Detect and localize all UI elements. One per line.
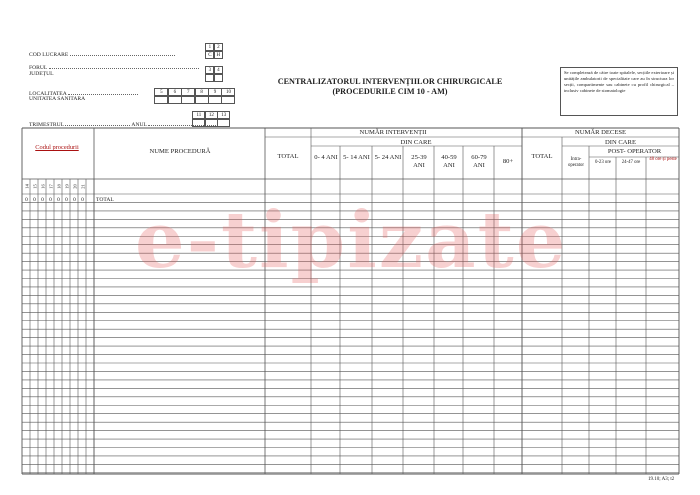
code-digit-number: 21	[80, 184, 86, 189]
zero-cell: 0	[57, 197, 60, 203]
post-col-header: 0-23 ore	[594, 160, 612, 165]
intra-operator-header: Intra-operator	[568, 157, 584, 168]
code-digit-number: 19	[64, 184, 70, 189]
numar-interventii-header: NUMĂR INTERVENȚII	[359, 129, 427, 136]
watermark: e-tipizate	[135, 195, 568, 286]
forul-label: FORUL	[29, 63, 199, 71]
age-col-header: 0- 4 ANI	[314, 154, 338, 161]
age-col-header: 5- 14 ANI	[343, 154, 370, 161]
post-col-header: 48 ore și peste	[649, 157, 677, 162]
din-care-decese-header: DIN CARE	[605, 139, 636, 146]
age-col-header: 80+	[502, 158, 514, 165]
zero-cell: 0	[49, 197, 52, 203]
age-col-header: 40-59 ANI	[441, 154, 457, 169]
box: 13	[217, 111, 230, 119]
box: 9	[208, 88, 222, 96]
box: 5	[154, 88, 168, 96]
total-interventii-header: TOTAL	[277, 153, 299, 160]
box: 4	[214, 66, 223, 74]
code-digit-number: 17	[48, 184, 54, 189]
trimestrul-label: TRIMESTRUL ANUL	[29, 120, 218, 128]
form-code-footer: 19.10; A3; t2	[648, 477, 675, 482]
instruction-note: Se completează de către toate spitalele, secțiile exterioare și unitățile ambulatorii de specialitate care au în structura lor secții, compartimente sau cabinete cu profil chirurgical – inclusiv cabinete de stomatologie	[560, 67, 678, 116]
nume-procedura-header: NUME PROCEDURĂ	[149, 148, 211, 155]
localitatea-label: LOCALITATEA	[29, 89, 138, 97]
codul-procedurii-header: Codul procedurii	[35, 144, 79, 151]
code-digit-number: 18	[56, 184, 62, 189]
code-digit-number: 20	[72, 184, 78, 189]
din-care-header: DIN CARE	[400, 139, 432, 146]
cod-lucrare-label: COD LUCRARE	[29, 50, 175, 58]
box: 6	[168, 88, 182, 96]
code-digit-number: 15	[32, 184, 38, 189]
post-operator-header: POST- OPERATOR	[607, 148, 662, 155]
zero-cell: 0	[73, 197, 76, 203]
total-decese-header: TOTAL	[531, 153, 553, 160]
zero-cell: 0	[65, 197, 68, 203]
code-digit-number: 14	[24, 184, 30, 189]
numar-decese-header: NUMĂR DECESE	[574, 129, 627, 136]
box: 3	[205, 66, 214, 74]
document-title: CENTRALIZATORUL INTERVENȚIILOR CHIRURGICALE (PROCEDURILE CIM 10 - AM)	[277, 77, 503, 96]
box: 8	[195, 88, 209, 96]
zero-cell: 0	[25, 197, 28, 203]
unitatea-label: UNITATEA SANITARA	[29, 96, 86, 102]
box: 11	[192, 111, 205, 119]
zero-cell: 0	[81, 197, 84, 203]
age-col-header: 25-39 ANI	[411, 154, 427, 169]
box: C	[205, 51, 214, 59]
post-col-header: 24-47 ore	[621, 160, 641, 165]
box: 7	[181, 88, 195, 96]
box: 12	[205, 111, 218, 119]
box: H	[214, 51, 223, 59]
total-row-label: TOTAL	[96, 197, 114, 203]
age-col-header: 5- 24 ANI	[374, 154, 402, 161]
box: 1	[205, 43, 214, 51]
age-col-header: 60-79 ANI	[471, 154, 487, 169]
box: 2	[214, 43, 223, 51]
code-digit-number: 16	[40, 184, 46, 189]
zero-cell: 0	[41, 197, 44, 203]
box: 10	[221, 88, 235, 96]
zero-cell: 0	[33, 197, 36, 203]
judetul-label: JUDEȚUL	[29, 71, 54, 77]
